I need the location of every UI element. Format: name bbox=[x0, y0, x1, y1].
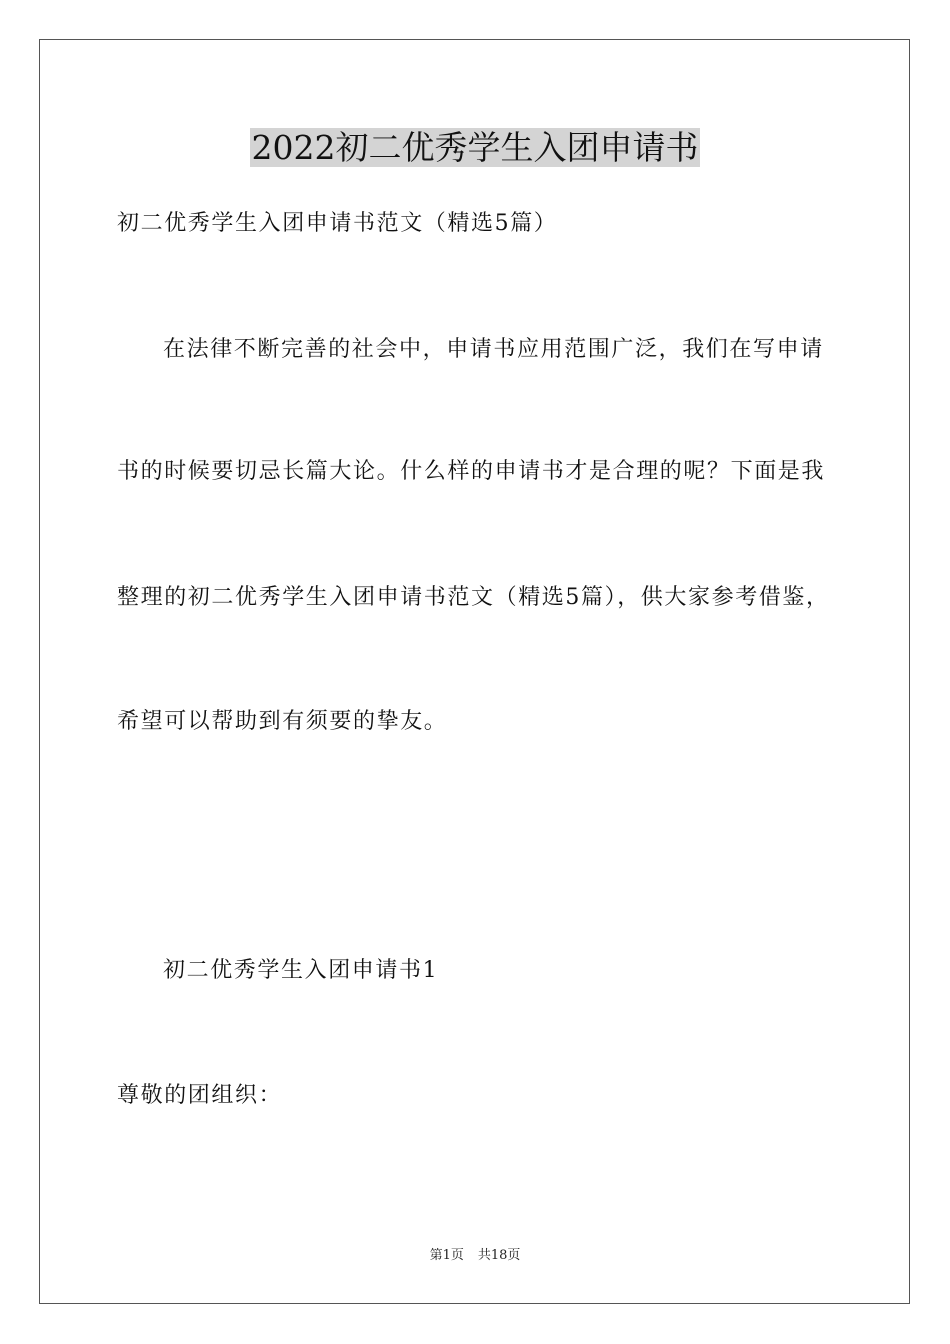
intro-line-1: 在法律不断完善的社会中，申请书应用范围广泛，我们在写申请 bbox=[163, 337, 824, 362]
page-total: 共18页 bbox=[477, 1248, 521, 1263]
section-heading: 初二优秀学生入团申请书1 bbox=[163, 958, 439, 983]
intro-line-2: 书的时候要切忌长篇大论。什么样的申请书才是合理的呢？下面是我 bbox=[117, 459, 826, 484]
document-title bbox=[0, 126, 950, 170]
document-subtitle: 初二优秀学生入团申请书范文（精选5篇） bbox=[117, 211, 558, 236]
page-footer bbox=[0, 1247, 950, 1265]
intro-line-3: 整理的初二优秀学生入团申请书范文（精选5篇），供大家参考借鉴， bbox=[117, 585, 830, 610]
salutation: 尊敬的团组织： bbox=[117, 1083, 283, 1108]
document-title-text: 2022初二优秀学生入团申请书 bbox=[251, 128, 699, 167]
page-number: 第1页 bbox=[429, 1248, 464, 1263]
intro-line-4: 希望可以帮助到有须要的挚友。 bbox=[117, 709, 448, 734]
